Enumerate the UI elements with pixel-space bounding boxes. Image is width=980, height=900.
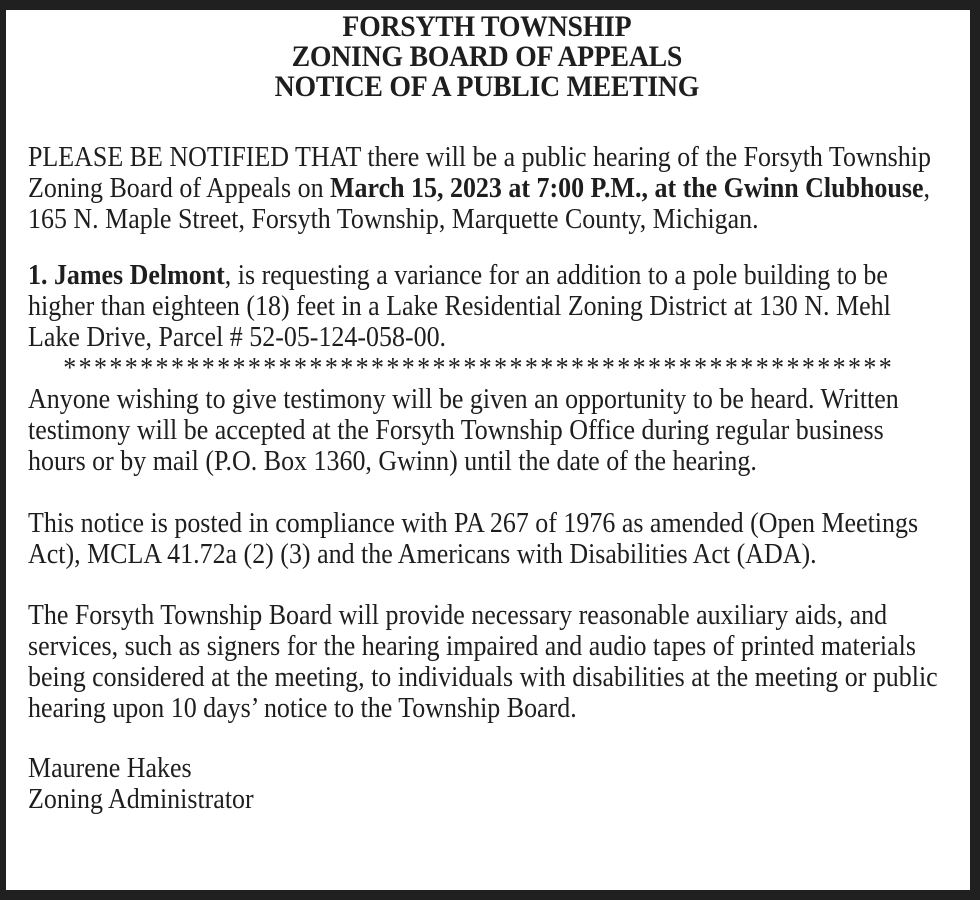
opening-run-address: , 165 N. Maple Street, Forsyth Township, Marquette County, Michigan.: [28, 173, 930, 235]
accommodations-paragraph: The Forsyth Township Board will provide necessary reasonable auxiliary aids, and services, such as signers for the hearing impaired and audio tapes of printed materials being considered at the meeting, to individuals with disabilities at the meeting or public hearing upon 10 days’ notice to the Township Board.: [28, 600, 938, 724]
compliance-paragraph: This notice is posted in compliance with PA 267 of 1976 as amended (Open Meetings Act), MCLA 41.72a (2) (3) and the Americans with Disabilities Act (ADA).: [28, 508, 919, 570]
variance-applicant-name: 1. James Delmont: [28, 260, 225, 291]
signature-block: [28, 753, 946, 815]
variance-item-details: , is requesting a variance for an addition to a pole building to be higher than eighteen (18) feet in a Lake Residential Zoning District at 130 N. Mehl Lake Drive, Parcel # 52-05-124-058-00.: [28, 260, 891, 353]
masthead-line-board: ZONING BOARD OF APPEALS: [291, 40, 683, 73]
opening-run-datetime-location: March 15, 2023 at 7:00 P.M., at the Gwinn Clubhouse: [330, 173, 924, 204]
opening-run-lead: PLEASE BE NOTIFIED THAT there will be a public hearing of the Forsyth Township Zoning Board of Appeals on: [28, 142, 931, 204]
masthead-line-meeting: NOTICE OF A PUBLIC MEETING: [274, 70, 700, 103]
signature-title: Zoning Administrator: [28, 784, 254, 815]
asterisk-separator: ******************************************************: [63, 353, 895, 384]
masthead-line-township: FORSYTH TOWNSHIP: [342, 10, 632, 43]
notice-masthead: [28, 12, 946, 102]
notice-body: [28, 12, 946, 815]
signature-name: Maurene Hakes: [28, 753, 192, 784]
testimony-paragraph: Anyone wishing to give testimony will be given an opportunity to be heard. Written testimony will be accepted at the Forsyth Township Office during regular business hours or by mail (P.O. Box 1360, Gwinn) until the date of the hearing.: [28, 384, 899, 477]
variance-item-paragraph: [28, 260, 946, 353]
opening-paragraph: [28, 142, 946, 235]
